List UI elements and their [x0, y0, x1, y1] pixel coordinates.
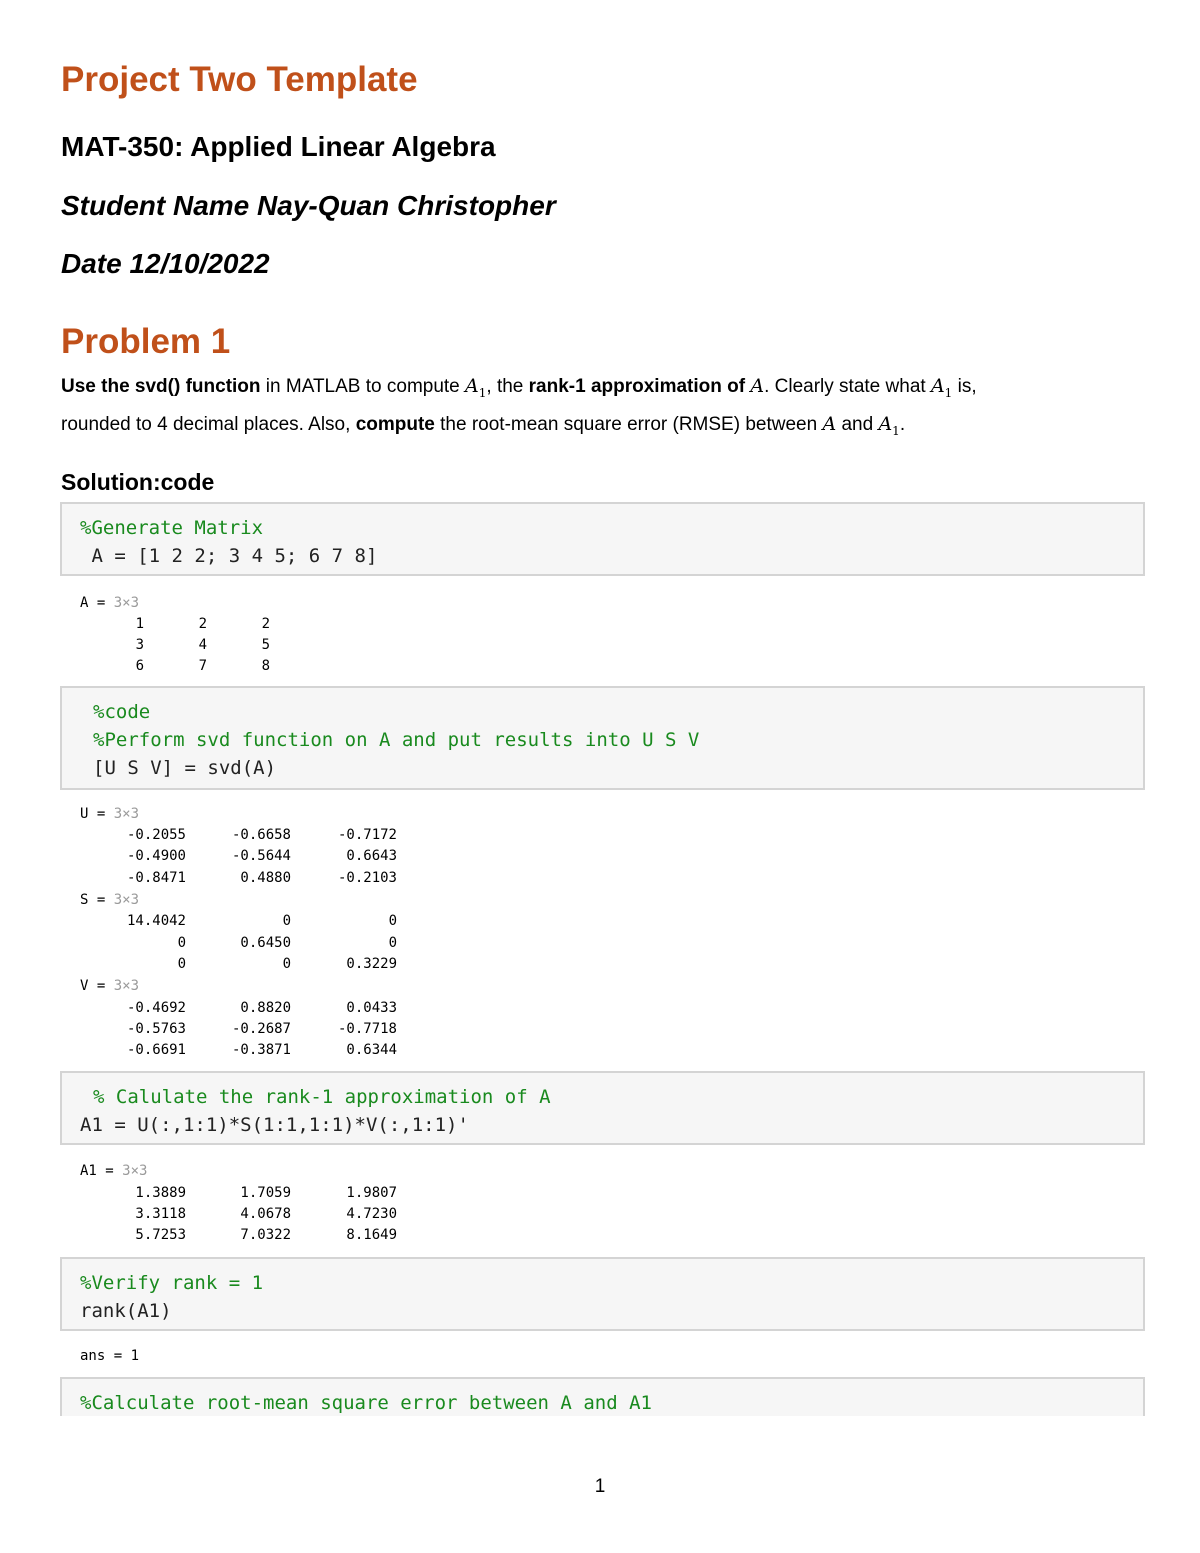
- matrix-cell: 3: [135, 637, 144, 653]
- matrix-cell: 0.4880: [240, 870, 291, 886]
- matrix-cell: 2: [261, 616, 270, 632]
- math-A1: $A_1$: [930, 375, 953, 400]
- matrix-cell: 1.3889: [135, 1185, 186, 1201]
- code-comment: % Calulate the rank-1 approximation of A: [93, 1086, 551, 1108]
- document-title: Project Two Template: [61, 60, 418, 99]
- code-block-generate-matrix[interactable]: [60, 502, 1145, 576]
- matrix-cell: 0: [388, 913, 397, 929]
- code-comment: %code: [93, 701, 151, 723]
- math-A1: $A_1$: [878, 413, 900, 438]
- matrix-cell: -0.2055: [126, 827, 186, 843]
- bold-text: rank-1 approximation of: [528, 376, 751, 397]
- matrix-cell: 0: [282, 956, 291, 972]
- matrix-cell: 0.6643: [346, 848, 397, 864]
- text: is,: [952, 376, 977, 397]
- matrix-cell: 0.6344: [346, 1042, 397, 1058]
- output-S-label: S = 3×3: [80, 892, 140, 908]
- matrix-cell: 8: [261, 658, 270, 674]
- text: , the: [486, 376, 529, 397]
- document-date: Date 12/10/2022: [61, 248, 270, 279]
- matrix-cell: -0.6691: [126, 1042, 186, 1058]
- problem-statement-line-2: [61, 411, 905, 444]
- matrix-cell: -0.4900: [126, 848, 186, 864]
- code-comment: %Perform svd function on A and put results into U S V: [93, 729, 700, 751]
- text: . Clearly state what: [764, 376, 931, 397]
- output-V-label: V = 3×3: [80, 978, 140, 994]
- text: .: [899, 414, 906, 435]
- code-comment: %Calculate root-mean square error between A and A1: [80, 1392, 652, 1414]
- matrix-cell: 1.9807: [346, 1185, 397, 1201]
- math-A: A: [822, 413, 837, 435]
- matrix-cell: -0.5763: [126, 1021, 186, 1037]
- text: and: [836, 414, 879, 435]
- text: in MATLAB to compute: [260, 376, 466, 397]
- student-name: Student Name Nay-Quan Christopher: [61, 190, 556, 221]
- course-title: MAT-350: Applied Linear Algebra: [61, 131, 496, 162]
- output-U-label: U = 3×3: [80, 806, 140, 822]
- matrix-cell: 3.3118: [135, 1206, 186, 1222]
- problem-title: Problem 1: [61, 322, 231, 361]
- matrix-cell: 14.4042: [126, 913, 186, 929]
- code-block-rmse[interactable]: [60, 1377, 1145, 1416]
- code-block-verify-rank[interactable]: [60, 1257, 1145, 1331]
- code-comment: %Generate Matrix: [80, 517, 264, 539]
- matrix-cell: 1: [135, 616, 144, 632]
- matrix-cell: 0: [177, 935, 186, 951]
- matrix-cell: 4.7230: [346, 1206, 397, 1222]
- matrix-cell: -0.2687: [231, 1021, 291, 1037]
- text: rounded to 4 decimal places. Also,: [61, 414, 356, 435]
- output-ans: ans = 1: [80, 1348, 140, 1364]
- code-line: A1 = U(:,1:1)*S(1:1,1:1)*V(:,1:1)': [80, 1114, 469, 1136]
- matrix-cell: -0.6658: [231, 827, 291, 843]
- matrix-cell: -0.7172: [337, 827, 397, 843]
- code-comment: %Verify rank = 1: [80, 1272, 264, 1294]
- matrix-cell: -0.7718: [337, 1021, 397, 1037]
- matrix-cell: -0.2103: [337, 870, 397, 886]
- problem-statement-line-1: [61, 373, 977, 406]
- matrix-cell: -0.4692: [126, 1000, 186, 1016]
- matrix-cell: 7.0322: [240, 1227, 291, 1243]
- text: the root-mean square error (RMSE) between: [434, 414, 823, 435]
- matrix-cell: 0.3229: [346, 956, 397, 972]
- code-block-svd[interactable]: [60, 686, 1145, 790]
- matrix-cell: 5.7253: [135, 1227, 186, 1243]
- math-A: A: [750, 375, 765, 397]
- matrix-cell: 1.7059: [240, 1185, 291, 1201]
- matrix-cell: 0: [388, 935, 397, 951]
- matrix-cell: -0.8471: [126, 870, 186, 886]
- bold-text: Use the svd() function: [61, 376, 261, 397]
- matrix-cell: 8.1649: [346, 1227, 397, 1243]
- bold-text: compute: [355, 414, 435, 435]
- math-A1: $A_1$: [465, 375, 487, 400]
- matrix-cell: -0.3871: [231, 1042, 291, 1058]
- code-line: [U S V] = svd(A): [93, 757, 277, 779]
- matrix-cell: 5: [261, 637, 270, 653]
- matrix-cell: 0.0433: [346, 1000, 397, 1016]
- code-block-rank1[interactable]: [60, 1071, 1145, 1145]
- matrix-cell: 4.0678: [240, 1206, 291, 1222]
- matrix-cell: 6: [135, 658, 144, 674]
- matrix-cell: 0.8820: [240, 1000, 291, 1016]
- matrix-cell: 2: [198, 616, 207, 632]
- output-A1-label: A1 = 3×3: [80, 1163, 148, 1179]
- matrix-cell: 0: [177, 956, 186, 972]
- output-A-label: A = 3×3: [80, 595, 140, 611]
- page-number: 1: [594, 1476, 606, 1497]
- code-line: A = [1 2 2; 3 4 5; 6 7 8]: [80, 545, 378, 567]
- matrix-cell: -0.5644: [231, 848, 291, 864]
- code-line: rank(A1): [80, 1300, 172, 1322]
- matrix-cell: 0: [282, 913, 291, 929]
- matrix-cell: 0.6450: [240, 935, 291, 951]
- matrix-cell: 4: [198, 637, 207, 653]
- solution-heading: Solution:code: [61, 469, 215, 495]
- matrix-cell: 7: [198, 658, 207, 674]
